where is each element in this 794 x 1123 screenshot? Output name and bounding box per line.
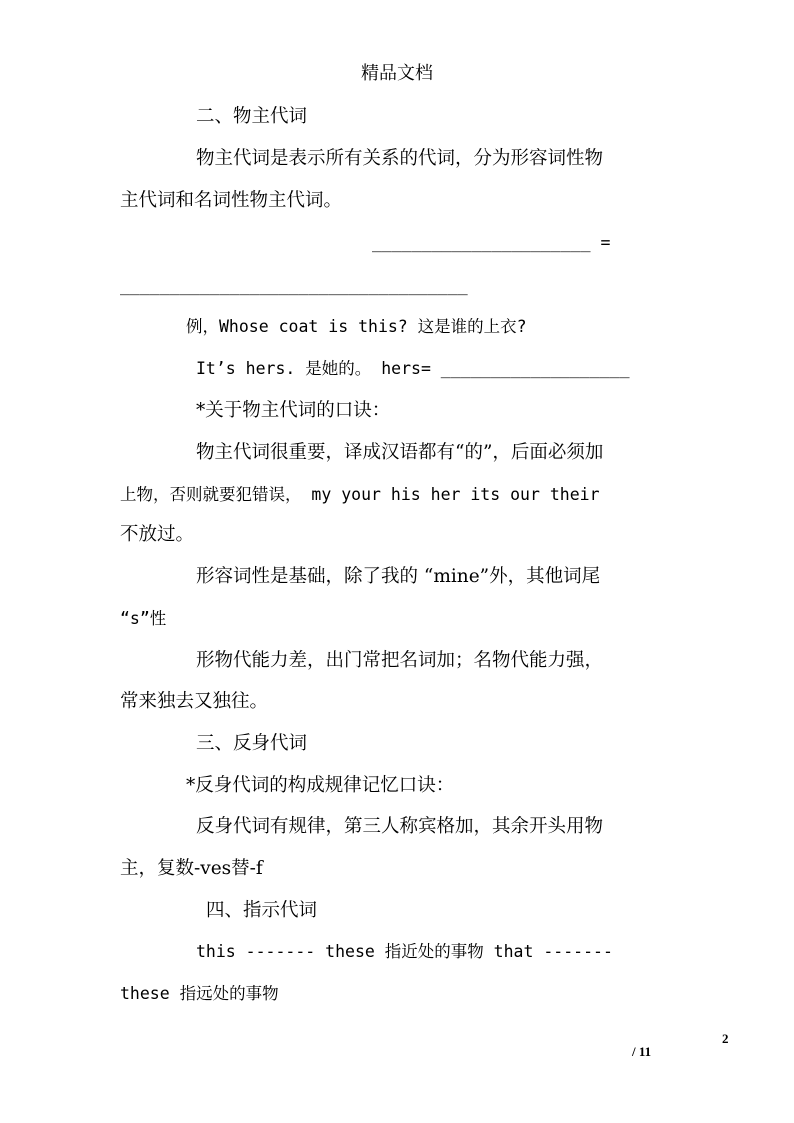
paragraph-line: 主代词和名词性物主代词。 <box>120 190 343 211</box>
rhyme-line: 上物，否则就要犯错误， my your his her its our their <box>120 485 600 504</box>
rhyme-line: 常来独去又独往。 <box>120 691 269 712</box>
document-header: 精品文档 <box>361 63 433 84</box>
rhyme-title: *关于物主代词的口诀： <box>196 400 391 421</box>
example-sentence: 例，Whose coat is this? 这是谁的上衣? <box>186 317 527 336</box>
paragraph-line: 物主代词是表示所有关系的代词，分为形容词性物 <box>196 148 604 169</box>
fill-in-blank-line: ______________________ = <box>372 233 611 252</box>
section-title-reflexive-pronouns: 三、反身代词 <box>196 733 308 754</box>
example-answer: It’s hers. 是她的。 hers= ___________________ <box>196 359 630 378</box>
reflexive-rhyme-line: 主，复数-ves替-f <box>120 858 263 879</box>
rhyme-line: 不放过。 <box>120 524 195 545</box>
section-title-demonstrative-pronouns: 四、指示代词 <box>206 900 318 921</box>
rhyme-line: 形容词性是基础，除了我的 “mine”外，其他词尾 <box>196 566 601 587</box>
rhyme-line: “s”性 <box>120 609 167 628</box>
demonstrative-line: these 指远处的事物 <box>120 984 279 1003</box>
total-pages: / 11 <box>632 1044 652 1059</box>
section-title-possessive-pronouns: 二、物主代词 <box>196 106 308 127</box>
reflexive-rhyme-line: 反身代词有规律，第三人称宾格加，其余开头用物 <box>196 816 604 837</box>
fill-in-blank-line: ___________________________________ <box>120 276 468 295</box>
reflexive-rhyme-title: *反身代词的构成规律记忆口诀： <box>186 775 455 796</box>
demonstrative-line: this ------- these 指近处的事物 that ------- <box>196 942 613 961</box>
page-number: 2 <box>722 1031 729 1046</box>
rhyme-line: 物主代词很重要，译成汉语都有“的”，后面必须加 <box>196 442 604 463</box>
rhyme-line: 形物代能力差，出门常把名词加；名物代能力强， <box>196 650 604 671</box>
